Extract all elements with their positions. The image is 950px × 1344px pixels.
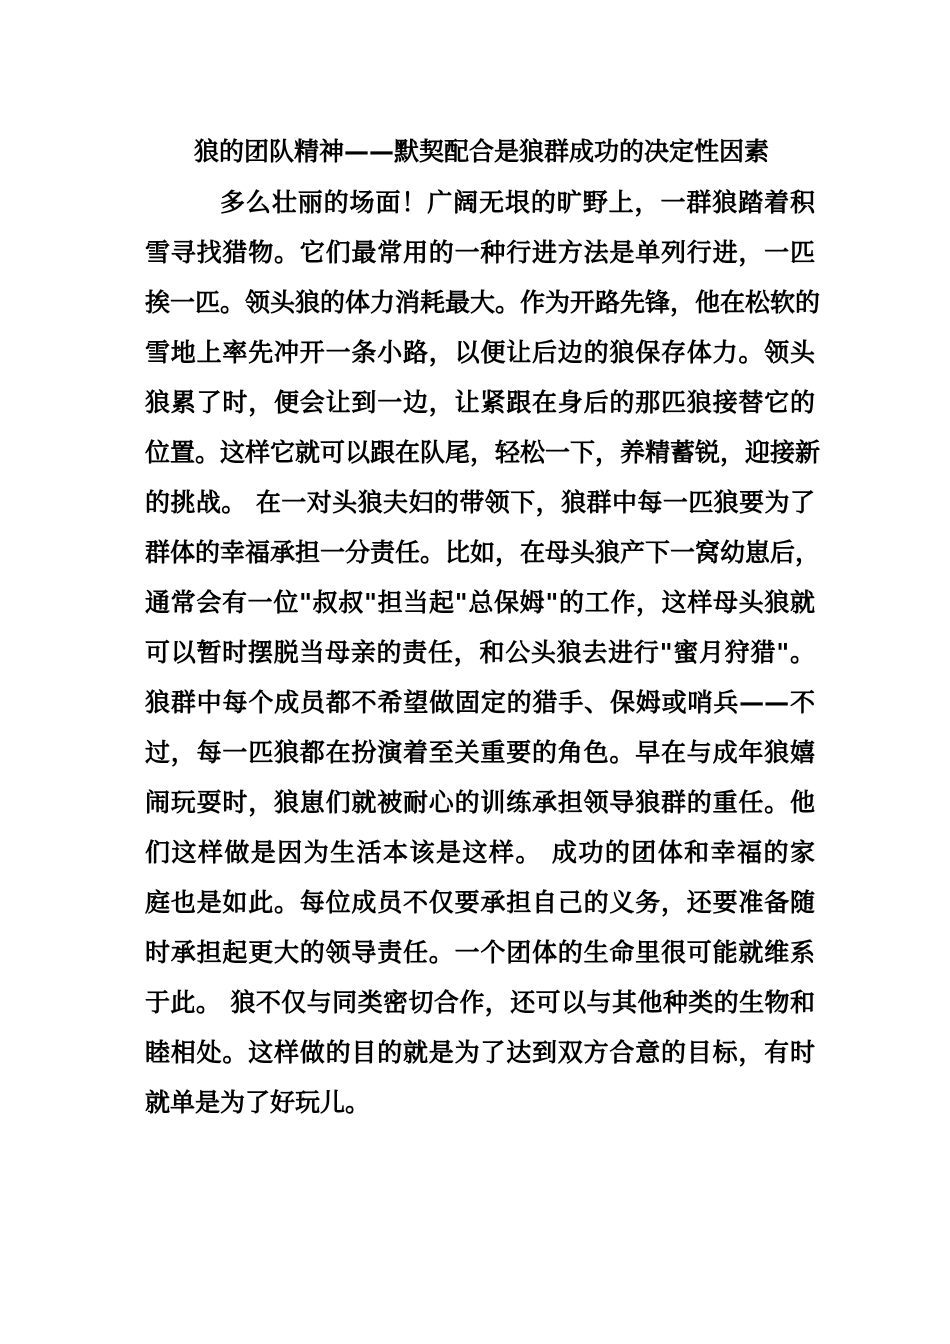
body-line: 通常会有一位"叔叔"担当起"总保姆"的工作，这样母头狼就 xyxy=(145,588,815,617)
document-title: 狼的团队精神——默契配合是狼群成功的决定性因素 xyxy=(194,137,770,166)
body-line: 可以暂时摆脱当母亲的责任，和公头狼去进行"蜜月狩猎"。 xyxy=(145,638,815,667)
body-line: 雪地上率先冲开一条小路，以便让后边的狼保存体力。领头 xyxy=(145,338,815,367)
body-line: 庭也是如此。每位成员不仅要承担自己的义务，还要准备随 xyxy=(145,888,815,917)
body-line: 群体的幸福承担一分责任。比如，在母头狼产下一窝幼崽后， xyxy=(145,538,821,567)
body-line: 时承担起更大的领导责任。一个团体的生命里很可能就维系 xyxy=(145,938,815,967)
body-line: 就单是为了好玩儿。 xyxy=(145,1088,371,1117)
body-line: 位置。这样它就可以跟在队尾，轻松一下，养精蓄锐，迎接新 xyxy=(145,438,821,467)
body-line: 闹玩耍时，狼崽们就被耐心的训练承担领导狼群的重任。他 xyxy=(145,788,815,817)
body-line: 的挑战。 在一对头狼夫妇的带领下，狼群中每一匹狼要为了 xyxy=(145,488,815,517)
body-line: 狼累了时，便会让到一边，让紧跟在身后的那匹狼接替它的 xyxy=(145,388,815,417)
body-line: 过，每一匹狼都在扮演着至关重要的角色。早在与成年狼嬉 xyxy=(145,738,815,767)
body-line: 于此。 狼不仅与同类密切合作，还可以与其他种类的生物和 xyxy=(145,988,815,1017)
body-line: 挨一匹。领头狼的体力消耗最大。作为开路先锋，他在松软的 xyxy=(145,288,821,317)
body-line: 多么壮丽的场面！广阔无垠的旷野上，一群狼踏着积 xyxy=(220,188,815,217)
document-body xyxy=(145,178,821,1128)
body-line: 狼群中每个成员都不希望做固定的猎手、保姆或哨兵——不 xyxy=(145,688,815,717)
body-line: 雪寻找猎物。它们最常用的一种行进方法是单列行进，一匹 xyxy=(145,238,815,267)
body-line: 们这样做是因为生活本该是这样。 成功的团体和幸福的家 xyxy=(145,838,815,867)
body-line: 睦相处。这样做的目的就是为了达到双方合意的目标，有时 xyxy=(145,1038,815,1067)
